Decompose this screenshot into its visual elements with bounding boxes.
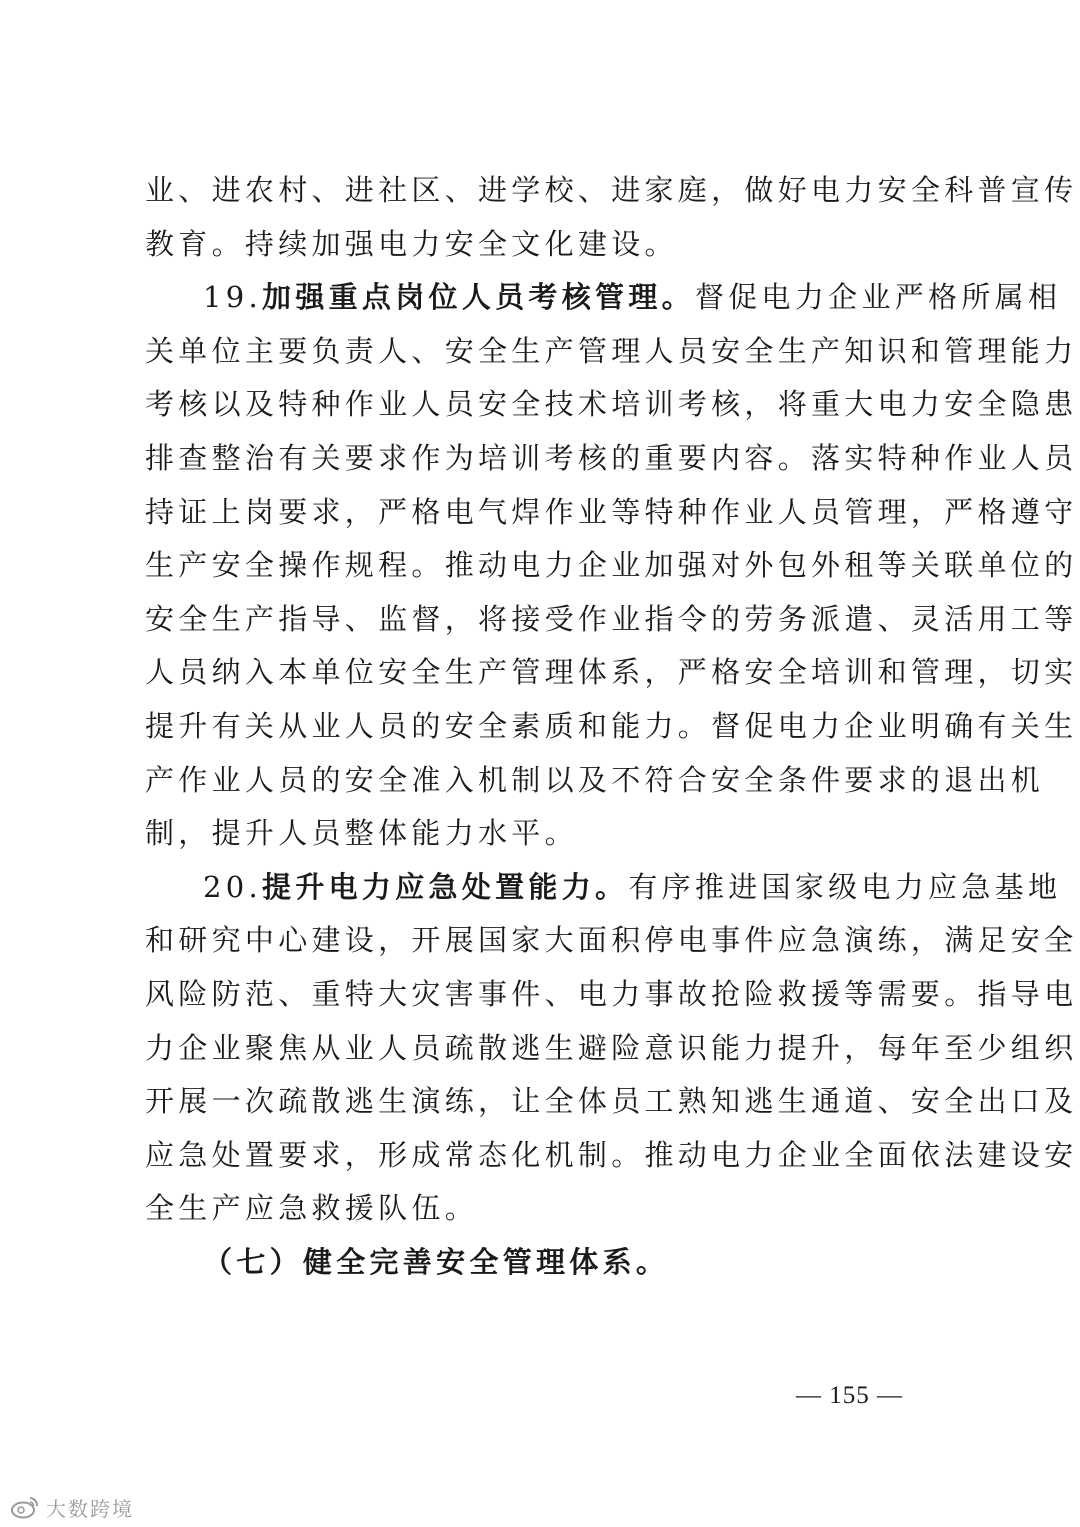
text-line: 排查整治有关要求作为培训考核的重要内容。落实特种作业人员 <box>145 440 1078 475</box>
section-heading: 加强重点岗位人员考核管理。 <box>262 280 695 315</box>
text-line: 人员纳入本单位安全生产管理体系，严格安全培训和管理，切实 <box>145 655 1078 690</box>
text-line: 持证上岗要求，严格电气焊作业等特种作业人员管理，严格遵守 <box>145 494 1078 529</box>
section-text: 有序推进国家级电力应急基地 <box>628 869 1062 904</box>
text-line: 业、进农村、进社区、进学校、进家庭，做好电力安全科普宣传 <box>145 173 1078 207</box>
text-line: 提升有关从业人员的安全素质和能力。督促电力企业明确有关生 <box>145 708 1078 743</box>
document-body <box>145 164 1078 1289</box>
text-line: 应急处置要求，形成常态化机制。推动电力企业全面依法建设安 <box>145 1137 1078 1172</box>
text-line: 安全生产指导、监督，将接受作业指令的劳务派遣、灵活用工等 <box>145 601 1078 636</box>
weibo-logo-icon <box>10 1495 40 1519</box>
section-heading: 提升电力应急处置能力。 <box>262 869 629 904</box>
text-line: 全生产应急救援队伍。 <box>145 1191 479 1226</box>
text-line: 风险防范、重特大灾害事件、电力事故抢险救援等需要。指导电 <box>145 976 1078 1011</box>
page-number: — 155 — <box>796 1382 903 1409</box>
section-text: 督促电力企业严格所属相 <box>694 280 1062 315</box>
section-20-heading-line <box>145 861 1062 915</box>
watermark-text: 大数跨境 <box>46 1496 134 1521</box>
text-line: 关单位主要负责人、安全生产管理人员安全生产知识和管理能力 <box>145 333 1078 368</box>
section-number: 19. <box>203 280 263 315</box>
text-line: 制，提升人员整体能力水平。 <box>145 816 578 851</box>
section-19-heading-line <box>145 271 1062 325</box>
text-line: 开展一次疏散逃生演练，让全体员工熟知逃生通道、安全出口及 <box>145 1084 1078 1119</box>
text-line: 产作业人员的安全准入机制以及不符合安全条件要求的退出机 <box>145 762 1045 797</box>
section-number: 20. <box>203 869 263 904</box>
subsection-heading: （七）健全完善安全管理体系。 <box>203 1244 670 1279</box>
watermark <box>10 1492 134 1522</box>
text-line: 和研究中心建设，开展国家大面积停电事件应急演练，满足安全 <box>145 923 1078 958</box>
text-line: 考核以及特种作业人员安全技术培训考核，将重大电力安全隐患 <box>145 387 1078 422</box>
text-line: 教育。持续加强电力安全文化建设。 <box>145 226 678 261</box>
text-line: 生产安全操作规程。推动电力企业加强对外包外租等关联单位的 <box>145 548 1078 583</box>
text-line: 力企业聚焦从业人员疏散逃生避险意识能力提升，每年至少组织 <box>145 1030 1078 1065</box>
